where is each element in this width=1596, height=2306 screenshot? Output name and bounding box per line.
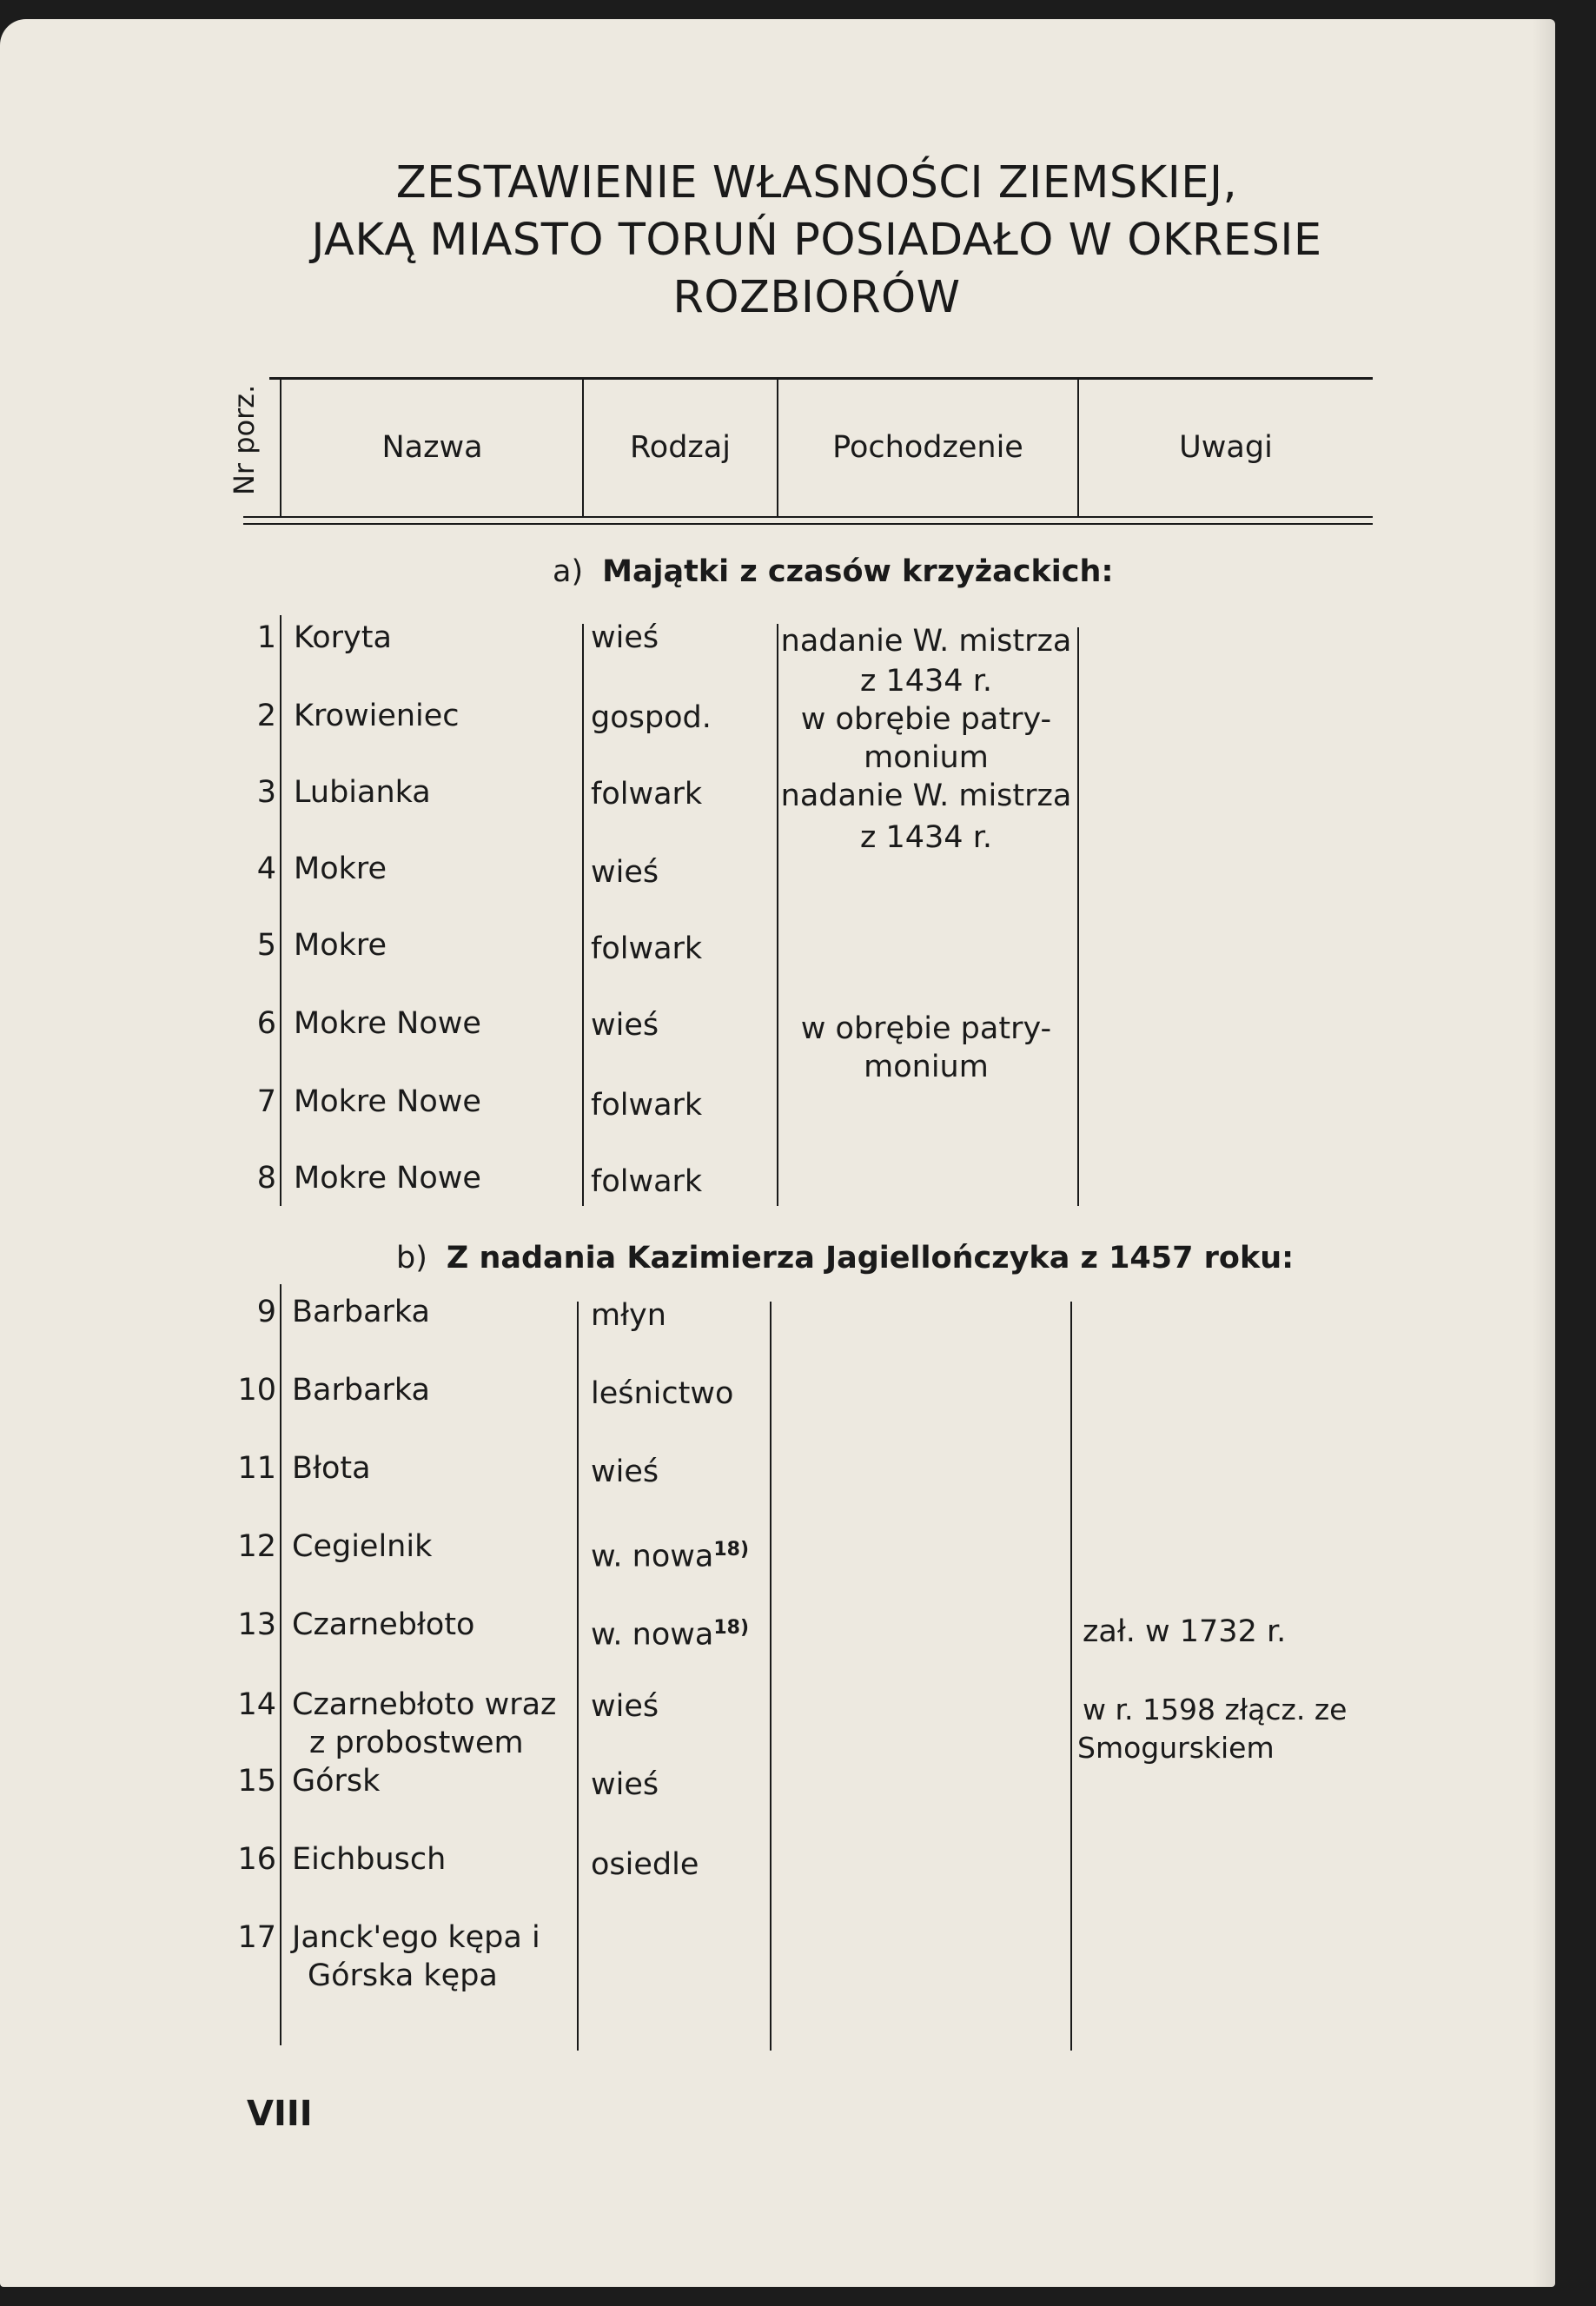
row-10-nr: 10 xyxy=(237,1373,276,1408)
footnote-ref: 18) xyxy=(713,1539,750,1561)
row-12-name: Cegielnik xyxy=(292,1529,433,1564)
table-divider-b-3 xyxy=(770,1302,772,2051)
table-divider-b-4 xyxy=(1070,1302,1072,2051)
header-top-rule xyxy=(269,377,1373,380)
header-divider-1 xyxy=(280,377,281,518)
section-text-b: Z nadania Kazimierza Jagiellończyka z 1457 roku: xyxy=(446,1241,1295,1276)
row-15-nr: 15 xyxy=(237,1764,276,1799)
title-line-3: ROZBIORÓW xyxy=(672,272,961,323)
table-divider-a-2 xyxy=(582,624,584,1206)
row-2-type: gospod. xyxy=(591,700,712,735)
table-divider-a-1 xyxy=(280,615,281,1206)
row-1-origin-2: z 1434 r. xyxy=(860,664,992,699)
column-header-name: Nazwa xyxy=(381,430,483,465)
row-8-name: Mokre Nowe xyxy=(294,1161,481,1196)
title-line-2: JAKĄ MIASTO TORUŃ POSIADAŁO W OKRESIE xyxy=(311,215,1322,266)
row-15-name: Górsk xyxy=(292,1764,381,1799)
row-11-type: wieś xyxy=(591,1455,659,1489)
title-line-1: ZESTAWIENIE WŁASNOŚCI ZIEMSKIEJ, xyxy=(395,157,1238,209)
row-9-name: Barbarka xyxy=(292,1295,431,1329)
row-5-type: folwark xyxy=(591,931,703,966)
row-17-nr: 17 xyxy=(237,1920,276,1955)
row-14-name-1: Czarnebłoto wraz xyxy=(292,1687,557,1722)
row-14-name-2: z probostwem xyxy=(309,1726,524,1760)
column-header-notes: Uwagi xyxy=(1179,430,1273,465)
row-11-nr: 11 xyxy=(237,1451,276,1486)
row-11-name: Błota xyxy=(292,1451,371,1486)
row-3-origin-1: nadanie W. mistrza xyxy=(780,779,1072,813)
row-16-name: Eichbusch xyxy=(292,1842,447,1877)
footnote-ref: 18) xyxy=(713,1617,750,1639)
row-3-name: Lubianka xyxy=(294,775,431,810)
row-1-origin-1: nadanie W. mistrza xyxy=(780,624,1072,659)
row-1-type: wieś xyxy=(591,620,659,655)
row-6-name: Mokre Nowe xyxy=(294,1006,481,1041)
section-title-b xyxy=(396,1241,1294,1276)
row-6-type: wieś xyxy=(591,1008,659,1043)
row-14-nr: 14 xyxy=(237,1687,276,1722)
row-13-type-text: w. nowa xyxy=(591,1617,714,1653)
row-9-nr: 9 xyxy=(256,1295,276,1329)
row-4-name: Mokre xyxy=(294,851,387,886)
row-3-type: folwark xyxy=(591,777,703,812)
section-letter-b: b) xyxy=(396,1241,427,1276)
row-13-nr: 13 xyxy=(237,1607,276,1642)
row-8-nr: 8 xyxy=(256,1161,276,1196)
row-14-type: wieś xyxy=(591,1689,659,1724)
page-number: VIII xyxy=(247,2094,313,2134)
section-title-a xyxy=(553,554,1113,589)
row-12-nr: 12 xyxy=(237,1529,276,1564)
table-divider-b-2 xyxy=(577,1302,579,2051)
row-13-notes: zał. w 1732 r. xyxy=(1083,1614,1287,1649)
row-5-name: Mokre xyxy=(294,928,387,963)
table-divider-a-4 xyxy=(1077,627,1079,1206)
row-2-nr: 2 xyxy=(256,699,276,733)
row-1-nr: 1 xyxy=(256,620,276,655)
row-15-type: wieś xyxy=(591,1767,659,1802)
row-4-nr: 4 xyxy=(256,851,276,886)
row-13-name: Czarnebłoto xyxy=(292,1607,475,1642)
row-3-origin-2: z 1434 r. xyxy=(860,820,992,855)
section-text-a: Majątki z czasów krzyżackich: xyxy=(602,554,1114,589)
row-12-type xyxy=(591,1531,749,1576)
row-7-name: Mokre Nowe xyxy=(294,1084,481,1119)
row-12-type-text: w. nowa xyxy=(591,1539,714,1574)
table-divider-b-1 xyxy=(280,1284,281,2045)
row-9-type: młyn xyxy=(591,1298,666,1333)
row-1-name: Koryta xyxy=(294,620,392,655)
header-bottom-rule-2 xyxy=(243,523,1373,525)
row-5-nr: 5 xyxy=(256,928,276,963)
row-3-nr: 3 xyxy=(256,775,276,810)
row-13-type xyxy=(591,1609,749,1654)
row-6-origin-1: w obrębie patry- xyxy=(800,1011,1052,1046)
row-14-notes-1: w r. 1598 złącz. ze xyxy=(1083,1693,1348,1726)
page-edge-shadow xyxy=(1533,19,1555,2287)
row-4-type: wieś xyxy=(591,855,659,890)
row-6-nr: 6 xyxy=(256,1006,276,1041)
row-14-notes-2: Smogurskiem xyxy=(1077,1731,1275,1765)
row-10-type: leśnictwo xyxy=(591,1376,734,1411)
row-6-origin-2: monium xyxy=(864,1050,989,1084)
row-8-type: folwark xyxy=(591,1164,703,1199)
row-7-type: folwark xyxy=(591,1088,703,1123)
row-17-name-2: Górska kępa xyxy=(308,1958,498,1993)
row-16-nr: 16 xyxy=(237,1842,276,1877)
row-17-name-1: Janck'ego kępa i xyxy=(292,1920,540,1955)
section-letter-a: a) xyxy=(553,554,584,589)
column-header-type: Rodzaj xyxy=(630,430,731,465)
row-16-type: osiedle xyxy=(591,1847,699,1882)
row-10-name: Barbarka xyxy=(292,1373,431,1408)
row-2-name: Krowieniec xyxy=(294,699,460,733)
column-header-nr: Nr porz. xyxy=(228,384,261,495)
row-7-nr: 7 xyxy=(256,1084,276,1119)
header-bottom-rule xyxy=(243,516,1373,518)
document-title xyxy=(226,155,1407,327)
row-2-origin-2: monium xyxy=(864,740,989,775)
row-2-origin-1: w obrębie patry- xyxy=(800,702,1052,737)
column-header-origin: Pochodzenie xyxy=(832,430,1023,465)
